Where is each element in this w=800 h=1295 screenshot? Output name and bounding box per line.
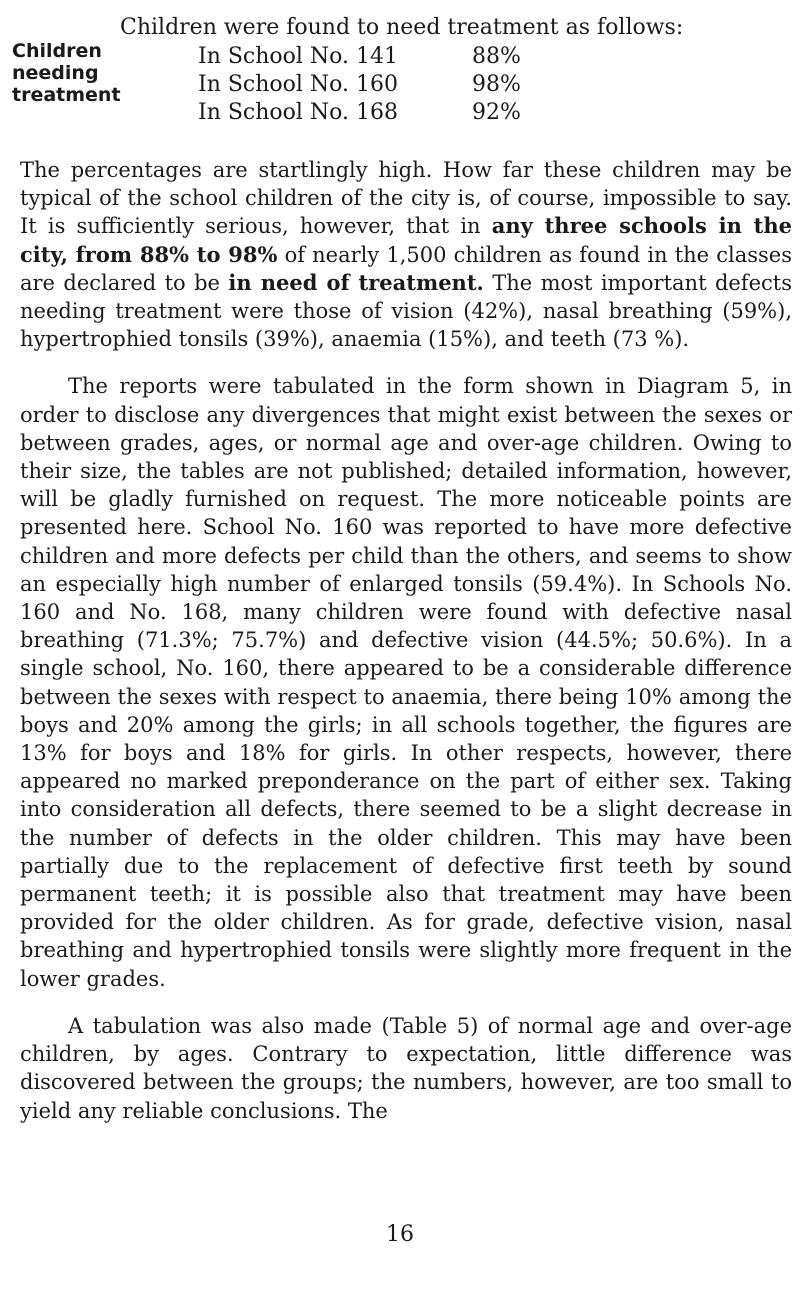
school-name: In School No. 168 [198,100,399,125]
school-percent: 98% [472,72,521,97]
bold-run: in need of treatment. [228,269,484,295]
paragraph [20,156,792,353]
margin-note [12,40,122,106]
bold-run: any three schools in the city, from 88% to 98% [20,213,793,267]
paragraph: A tabulation was also made (Table 5) of normal age and over-age children, by ages. Contrary to expectation, little difference was discovered between the groups; the numbers, however, are too small to yield any reliable conclusions. The [20,1013,792,1123]
school-table [198,43,521,127]
margin-note-line: Children [12,40,102,62]
school-name: In School No. 160 [198,72,399,97]
table-row [198,71,521,99]
body-text [20,156,792,1125]
table-row [198,43,521,71]
school-percent: 92% [472,100,521,125]
paragraph: The reports were tabulated in the form shown in Diagram 5, in order to disclose any divergences that might exist between the sexes or between grades, ages, or normal age and over-age children. Owing to their size, the tables are not published; detailed information, however, will be gladly furnished on request. The more noticeable points are presented here. School No. 160 was reported to have more defective children and more defects per child than the others, and seems to show an especially high number of enlarged tonsils (59.4%). In Schools No. 160 and No. 168, many children were found with defective nasal breathing (71.3%; 75.7%) and defective vision (44.5%; 50.6%). In a single school, No. 160, there appeared to be a considerable difference between the sexes with respect to anaemia, there being 10% among the boys and 20% among the girls; in all schools together, the figures are 13% for boys and 18% for girls. In other respects, however, there appeared no marked preponderance on the part of either sex. Taking into consideration all defects, there seemed to be a slight decrease in the number of defects in the older children. This may have been partially due to the replacement of defective first teeth by sound permanent teeth; it is possible also that treatment may have been provided for the older children. As for grade, defective vision, nasal breathing and hypertrophied tonsils were slightly more frequent in the lower grades. [20,374,792,991]
text-run: of nearly 1,500 children as found in the classes are declared to be [20,242,792,295]
school-percent: 88% [472,44,521,69]
text-run: The most important defects needing treatment were those of vision (42%), nasal breathing (59%), hypertrophied tonsils (39%), anaemia (15%), and teeth (73 %). [20,270,792,352]
page-number: 16 [386,1222,414,1247]
intro-line: Children were found to need treatment as follows: [120,15,684,40]
table-row [198,99,521,127]
text-run: The percentages are startlingly high. How far these children may be typical of the school children of the city is, of course, impossible to say. It is sufficiently serious, however, that in [20,158,792,239]
margin-note-line: treatment [12,84,121,106]
margin-note-line: needing [12,62,99,84]
school-name: In School No. 141 [198,44,399,69]
